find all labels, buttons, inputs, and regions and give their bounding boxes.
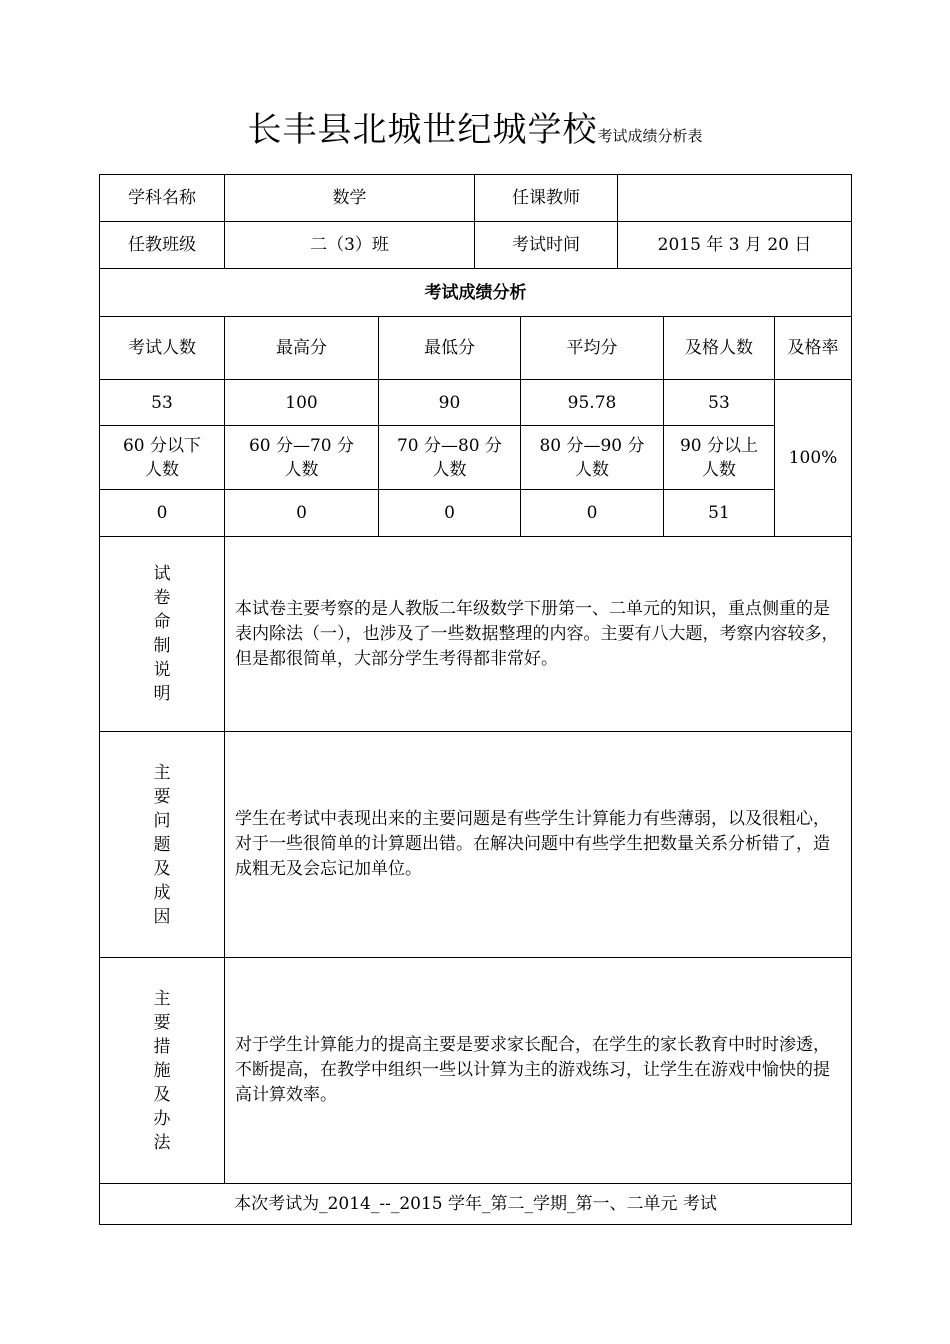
stat-value: 90 <box>379 380 521 426</box>
section-text: 对于学生计算能力的提高主要是要求家长配合，在学生的家长教育中时时渗透，不断提高，在教学中组织一些以计算为主的游戏练习，让学生在游戏中愉快的提高计算效率。 <box>225 958 852 1184</box>
section-label: 试 卷 命 制 说 明 <box>100 537 225 732</box>
document-title <box>0 102 950 151</box>
section-text: 学生在考试中表现出来的主要问题是有些学生计算能力有些薄弱，以及很粗心，对于一些很简单的计算题出错。在解决问题中有些学生把数量关系分析错了，造成粗无及会忘记加单位。 <box>225 732 852 958</box>
stat-value: 95.78 <box>521 380 664 426</box>
section-label: 主 要 问 题 及 成 因 <box>100 732 225 958</box>
stat-header: 最高分 <box>225 317 379 380</box>
school-name: 长丰县北城世纪城学校 <box>247 110 598 150</box>
teacher-label: 任课教师 <box>475 175 618 222</box>
subject-label: 学科名称 <box>100 175 225 222</box>
class-value: 二（3）班 <box>225 222 475 269</box>
stat-header: 考试人数 <box>100 317 225 380</box>
section-row-exam-design <box>100 537 852 732</box>
range-header: 60 分以下 人数 <box>100 426 225 490</box>
distribution-value-row <box>100 490 852 537</box>
class-label: 任教班级 <box>100 222 225 269</box>
stat-header: 及格人数 <box>664 317 775 380</box>
stats-value-row <box>100 380 852 426</box>
stat-value: 53 <box>664 380 775 426</box>
distribution-header-row <box>100 426 852 490</box>
form-name: 考试成绩分析表 <box>597 127 703 145</box>
stat-header: 最低分 <box>379 317 521 380</box>
score-analysis-table <box>99 174 852 1225</box>
range-header: 80 分—90 分 人数 <box>521 426 664 490</box>
date-value: 2015 年 3 月 20 日 <box>618 222 852 269</box>
range-count: 0 <box>379 490 521 537</box>
analysis-header: 考试成绩分析 <box>100 269 852 317</box>
range-count: 0 <box>225 490 379 537</box>
teacher-value <box>618 175 852 222</box>
range-header: 90 分以上 人数 <box>664 426 775 490</box>
section-row-measures <box>100 958 852 1184</box>
exam-period-footer: 本次考试为_2014_--_2015 学年_第二_学期_第一、二单元 考试 <box>100 1184 852 1225</box>
stats-header-row <box>100 317 852 380</box>
date-label: 考试时间 <box>475 222 618 269</box>
stat-header: 及格率 <box>775 317 852 380</box>
subject-value: 数学 <box>225 175 475 222</box>
footer-row <box>100 1184 852 1225</box>
info-row-class <box>100 222 852 269</box>
stat-header: 平均分 <box>521 317 664 380</box>
section-row-problems <box>100 732 852 958</box>
range-count: 51 <box>664 490 775 537</box>
analysis-header-row <box>100 269 852 317</box>
pass-rate-value: 100% <box>775 380 852 537</box>
range-header: 70 分—80 分 人数 <box>379 426 521 490</box>
range-count: 0 <box>521 490 664 537</box>
range-header: 60 分—70 分 人数 <box>225 426 379 490</box>
range-count: 0 <box>100 490 225 537</box>
info-row-subject <box>100 175 852 222</box>
section-text: 本试卷主要考察的是人教版二年级数学下册第一、二单元的知识，重点侧重的是表内除法（一），也涉及了一些数据整理的内容。主要有八大题，考察内容较多，但是都很简单，大部分学生考得都非常好。 <box>225 537 852 732</box>
stat-value: 53 <box>100 380 225 426</box>
section-label: 主 要 措 施 及 办 法 <box>100 958 225 1184</box>
stat-value: 100 <box>225 380 379 426</box>
